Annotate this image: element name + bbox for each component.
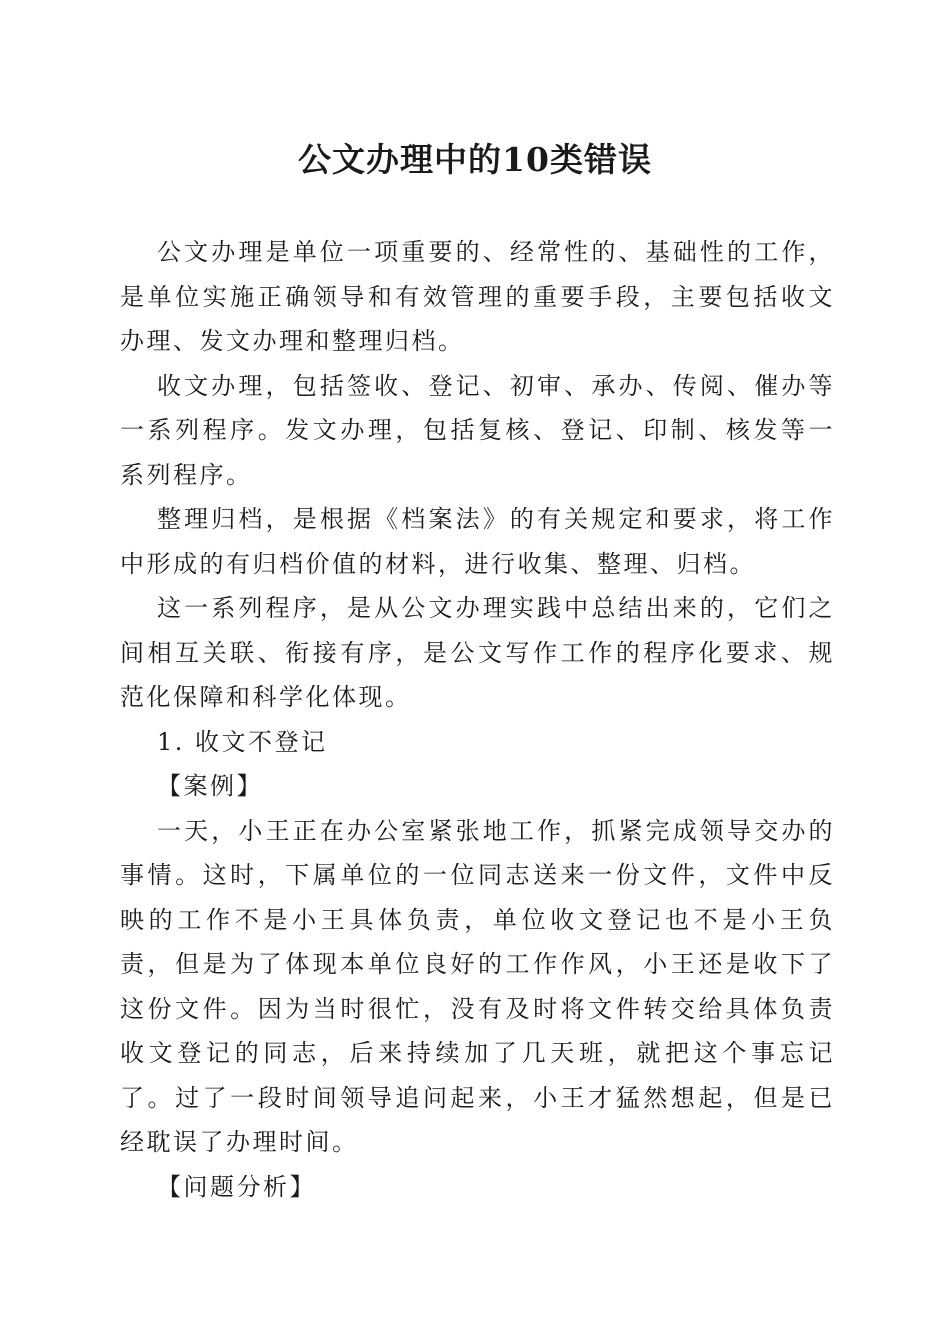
analysis-label: 【问题分析】 <box>157 1172 316 1201</box>
case-label: 【案例】 <box>157 772 263 800</box>
document-title: 公文办理中的10类错误 <box>298 140 652 179</box>
paragraph-intro: 公文办理是单位一项重要的、经常性的、基础性的工作，是单位实施正确领导和有效管理的重要手段，主要包括收文办理、发文办理和整理归档。 <box>120 238 835 355</box>
paragraph-procedures: 收文办理，包括签收、登记、初审、承办、传阅、催办等一系列程序。发文办理，包括复核、登记、印制、核发等一系列程序。 <box>120 371 835 489</box>
paragraph-summary: 这一系列程序，是从公文办理实践中总结出来的，它们之间相互关联、衔接有序，是公文写作工作的程序化要求、规范化保障和科学化体现。 <box>120 594 835 711</box>
paragraph-archiving: 整理归档，是根据《档案法》的有关规定和要求，将工作中形成的有归档价值的材料，进行收集、整理、归档。 <box>120 505 835 578</box>
paragraph-case: 一天，小王正在办公室紧张地工作，抓紧完成领导交办的事情。这时，下属单位的一位同志送来一份文件，文件中反映的工作不是小王具体负责，单位收文登记也不是小王负责，但是为了体现本单位良好的工作作风，小王还是收下了这份文件。因为当时很忙，没有及时将文件转交给具体负责收文登记的同志，后来持续加了几天班，就把这个事忘记了。过了一段时间领导追问起来，小王才猛然想起，但是已经耽误了办理时间。 <box>120 816 835 1156</box>
section-heading-1: 1. 收文不登记 <box>157 727 328 756</box>
document-body <box>120 230 835 1209</box>
